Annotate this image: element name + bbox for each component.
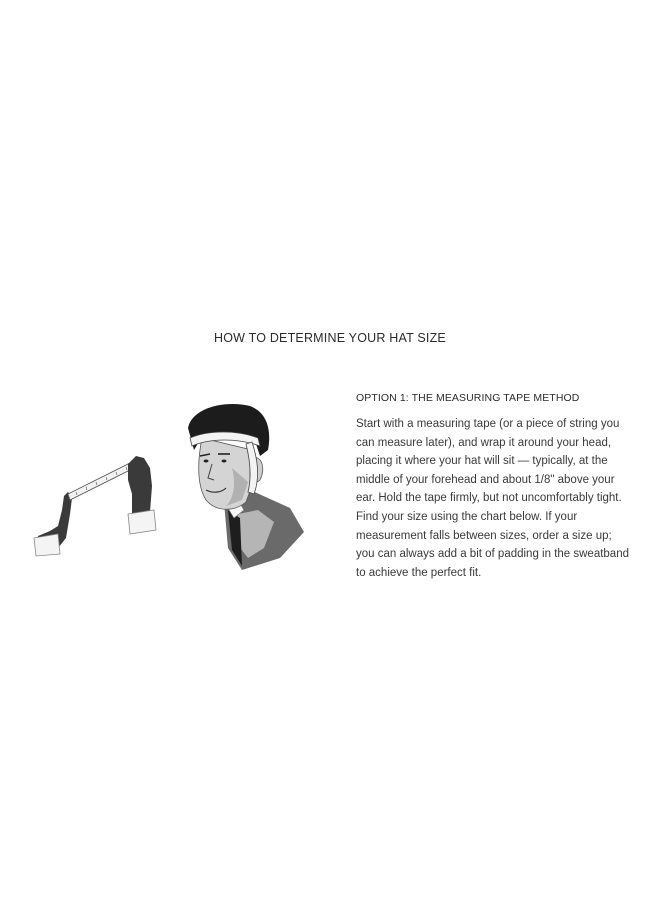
- man-head-icon: [188, 404, 304, 570]
- section-body-text: Start with a measuring tape (or a piece of string you can measure later), and wrap it around your head, placing it where your hat will sit — typically, at the middle of your forehead and about 1/8" above your ear. Hold the tape firmly, but not uncomfortably tight. Find your size using the chart below. If your measurement falls between sizes, order a size up; you can always add a bit of padding in the sweatband to achieve the perfect fit.: [356, 418, 629, 579]
- man-measuring-head-illustration: [28, 398, 318, 578]
- measuring-tape-icon: [68, 462, 134, 500]
- left-hand-icon: [34, 492, 72, 556]
- page-title: HOW TO DETERMINE YOUR HAT SIZE: [214, 331, 446, 345]
- right-hand-icon: [128, 456, 156, 534]
- measuring-tape-method-section: [356, 392, 630, 582]
- section-heading: OPTION 1: THE MEASURING TAPE METHOD: [356, 392, 580, 404]
